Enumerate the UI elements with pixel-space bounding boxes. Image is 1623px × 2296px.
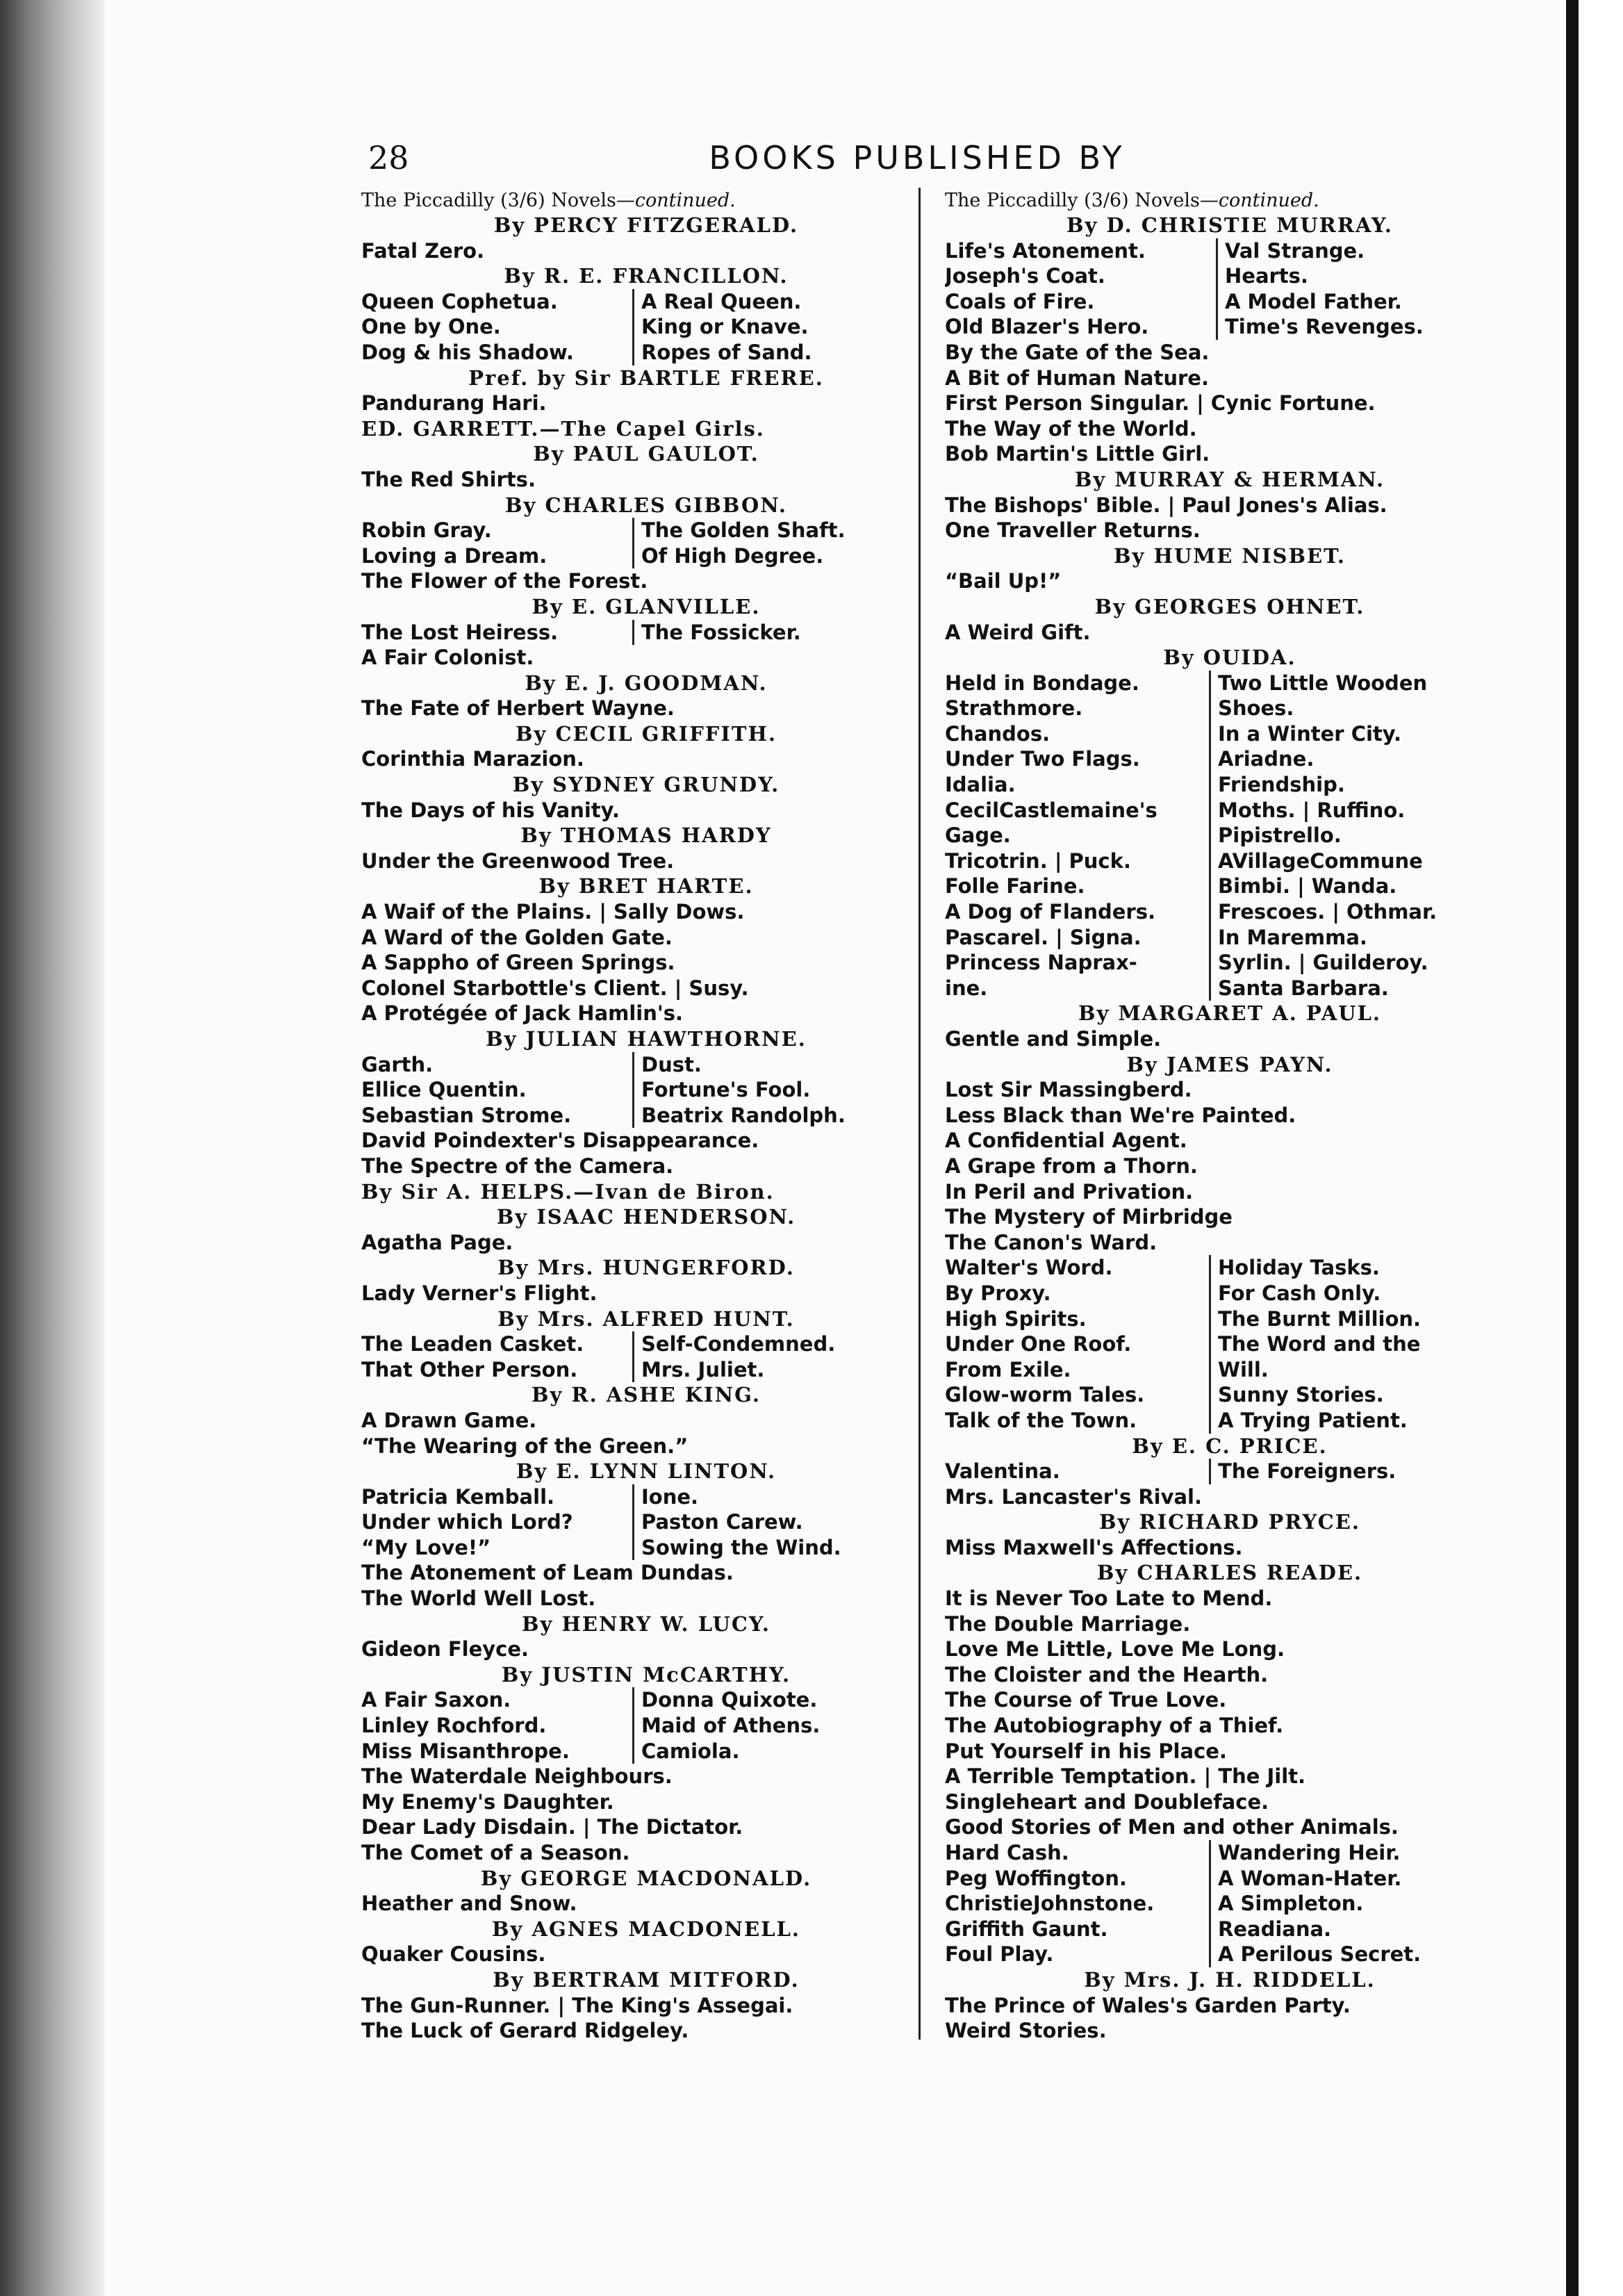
book-title-line: Less Black than We're Painted. — [945, 1103, 1296, 1127]
book-title-left: Garth. — [361, 1052, 434, 1076]
book-title-pair — [945, 671, 1515, 696]
book-title-right: The Golden Shaft. — [632, 518, 931, 543]
book-title-left: Linley Rochford. — [361, 1714, 547, 1738]
book-title-left: Patricia Kemball. — [361, 1484, 555, 1509]
book-title-left: Life's Atonement. — [945, 238, 1146, 263]
book-title-left: Talk of the Town. — [945, 1408, 1137, 1432]
book-title-pair — [945, 1459, 1515, 1484]
author-heading: By PERCY FITZGERALD. — [493, 213, 799, 237]
series-continued-heading — [945, 189, 1515, 213]
continued-label: continued. — [634, 190, 736, 211]
book-title-left: Under which Lord? — [361, 1510, 573, 1534]
book-title-left: Robin Gray. — [361, 518, 492, 543]
book-title-pair — [361, 543, 931, 569]
author-heading: By MARGARET A. PAUL. — [1078, 1001, 1381, 1026]
book-title-left: Miss Misanthrope. — [361, 1739, 570, 1763]
book-title-right: Bimbi. | Wanda. — [1209, 874, 1515, 899]
book-title-pair — [945, 950, 1515, 976]
book-title-pair — [945, 238, 1515, 264]
book-title-pair — [945, 746, 1515, 772]
book-title-right: Santa Barbara. — [1209, 976, 1515, 1001]
book-title-right: Mrs. Juliet. — [632, 1357, 931, 1383]
scan-shadow-left — [0, 0, 104, 2296]
book-title-left: Joseph's Coat. — [945, 264, 1105, 288]
author-heading: By JULIAN HAWTHORNE. — [486, 1027, 807, 1051]
book-title-line: The Fate of Herbert Wayne. — [361, 696, 675, 721]
book-title-line: Put Yourself in his Place. — [945, 1739, 1227, 1763]
book-title-left: Dog & his Shadow. — [361, 340, 574, 364]
book-title-line: Gentle and Simple. — [945, 1027, 1162, 1051]
book-title-left: Under One Roof. — [945, 1332, 1132, 1356]
book-title-line: By the Gate of the Sea. — [945, 340, 1210, 364]
book-title-right: A Perilous Secret. — [1209, 1942, 1515, 1967]
book-title-pair — [945, 1331, 1515, 1357]
book-title-left: Peg Woffington. — [945, 1866, 1127, 1890]
book-title-right: Pipistrello. — [1209, 823, 1515, 848]
author-heading: By RICHARD PRYCE. — [1099, 1510, 1360, 1534]
book-title-right: Time's Revenges. — [1216, 314, 1515, 340]
book-title-right: Self-Condemned. — [632, 1331, 931, 1357]
book-title-line: Agatha Page. — [361, 1230, 513, 1254]
book-title-line: The Double Marriage. — [945, 1612, 1191, 1636]
author-heading: ED. GARRETT.—The Capel Girls. — [361, 416, 765, 441]
book-title-right: Donna Quixote. — [632, 1687, 931, 1713]
series-title: The Piccadilly (3/6) Novels— — [945, 190, 1219, 211]
book-title-right: A Trying Patient. — [1209, 1408, 1515, 1434]
book-title-pair — [945, 289, 1515, 315]
book-title-right: Two Little Wooden — [1209, 671, 1515, 696]
book-title-line: One Traveller Returns. — [945, 518, 1201, 543]
book-title-pair — [945, 1255, 1515, 1281]
book-title-left: Strathmore. — [945, 696, 1083, 721]
book-title-pair — [361, 620, 931, 646]
catalogue-column-right — [945, 189, 1515, 2044]
book-title-line: The Red Shirts. — [361, 467, 536, 491]
author-heading: By SYDNEY GRUNDY. — [512, 773, 780, 797]
book-title-pair — [945, 1281, 1515, 1306]
author-heading: By GEORGES OHNET. — [1094, 594, 1365, 618]
author-heading: By MURRAY & HERMAN. — [1074, 467, 1385, 491]
book-title-left: Foul Play. — [945, 1942, 1054, 1967]
author-heading: By R. E. FRANCILLON. — [504, 264, 789, 288]
book-title-right: Will. — [1209, 1357, 1515, 1383]
author-heading: By E. C. PRICE. — [1132, 1434, 1328, 1458]
book-title-pair — [945, 263, 1515, 289]
book-title-line: Quaker Cousins. — [361, 1942, 546, 1967]
author-heading: By E. LYNN LINTON. — [516, 1459, 777, 1484]
author-heading: By BRET HARTE. — [538, 874, 754, 899]
book-title-pair — [945, 772, 1515, 798]
book-title-pair — [945, 1840, 1515, 1866]
book-title-pair — [945, 314, 1515, 340]
book-title-right: Readiana. — [1209, 1917, 1515, 1942]
book-title-line: “The Wearing of the Green.” — [361, 1434, 689, 1458]
book-title-right: The Fossicker. — [632, 620, 931, 646]
book-title-left: Griffith Gaunt. — [945, 1917, 1108, 1941]
book-title-right: AVillageCommune — [1209, 848, 1515, 874]
author-heading: By JUSTIN McCARTHY. — [501, 1662, 791, 1687]
author-heading: Pref. by Sir BARTLE FRERE. — [468, 366, 824, 390]
book-title-left: Idalia. — [945, 773, 1016, 797]
book-title-right: A Woman-Hater. — [1209, 1866, 1515, 1892]
book-title-line: A Protégée of Jack Hamlin's. — [361, 1001, 684, 1026]
book-title-left: Princess Naprax- — [945, 951, 1137, 975]
book-title-line: Colonel Starbottle's Client. | Susy. — [361, 976, 749, 1000]
book-title-line: Gideon Fleyce. — [361, 1637, 529, 1662]
book-title-left: ChristieJohnstone. — [945, 1892, 1155, 1916]
book-title-line: A Weird Gift. — [945, 620, 1091, 644]
book-title-pair — [945, 1357, 1515, 1383]
book-title-pair — [361, 1103, 931, 1129]
book-title-line: The Autobiography of a Thief. — [945, 1714, 1284, 1738]
book-title-line: Good Stories of Men and other Animals. — [945, 1815, 1399, 1839]
book-title-line: The World Well Lost. — [361, 1586, 596, 1611]
book-title-line: The Prince of Wales's Garden Party. — [945, 1993, 1351, 2017]
book-title-pair — [945, 1917, 1515, 1942]
book-title-line: First Person Singular. | Cynic Fortune. — [945, 391, 1376, 416]
author-heading: By GEORGE MACDONALD. — [480, 1866, 812, 1890]
book-title-pair — [361, 289, 931, 315]
book-title-right: A Real Queen. — [632, 289, 931, 315]
book-title-pair — [945, 1382, 1515, 1408]
book-title-left: Valentina. — [945, 1459, 1060, 1484]
book-title-right: Beatrix Randolph. — [632, 1103, 931, 1129]
book-title-line: Miss Maxwell's Affections. — [945, 1535, 1243, 1559]
book-title-left: Folle Farine. — [945, 874, 1085, 899]
book-title-line: The Bishops' Bible. | Paul Jones's Alias. — [945, 493, 1387, 517]
book-title-pair — [945, 874, 1515, 899]
book-title-left: The Lost Heiress. — [361, 620, 559, 644]
book-title-pair — [945, 976, 1515, 1001]
author-heading: By Mrs. HUNGERFORD. — [497, 1256, 795, 1280]
author-heading: By E. J. GOODMAN. — [525, 671, 768, 695]
running-head: BOOKS PUBLISHED BY — [709, 139, 1126, 177]
book-title-pair — [945, 899, 1515, 925]
book-title-line: Weird Stories. — [945, 2019, 1107, 2043]
author-heading: By ISAAC HENDERSON. — [496, 1205, 796, 1229]
book-title-right: In Maremma. — [1209, 925, 1515, 951]
book-title-right: Sowing the Wind. — [632, 1535, 931, 1561]
author-heading: By CECIL GRIFFITH. — [515, 721, 777, 746]
book-title-pair — [361, 314, 931, 340]
book-title-right: Dust. — [632, 1052, 931, 1078]
book-title-right: For Cash Only. — [1209, 1281, 1515, 1306]
author-heading: By Sir A. HELPS.—Ivan de Biron. — [361, 1179, 775, 1204]
book-title-pair — [361, 1077, 931, 1103]
book-title-right: Ropes of Sand. — [632, 340, 931, 366]
book-title-left: CecilCastlemaine's — [945, 798, 1157, 822]
book-title-pair — [945, 1891, 1515, 1917]
book-title-line: Lost Sir Massingberd. — [945, 1078, 1192, 1102]
book-title-line: Singleheart and Doubleface. — [945, 1789, 1269, 1814]
book-title-left: Ellice Quentin. — [361, 1078, 527, 1102]
book-title-left: Hard Cash. — [945, 1841, 1069, 1864]
book-title-left: From Exile. — [945, 1357, 1071, 1381]
book-title-right: Maid of Athens. — [632, 1713, 931, 1739]
book-title-left: Under Two Flags. — [945, 747, 1140, 771]
book-title-right: Friendship. — [1209, 772, 1515, 798]
book-title-line: A Bit of Human Nature. — [945, 366, 1209, 390]
book-title-left: Chandos. — [945, 721, 1051, 746]
book-title-right: Wandering Heir. — [1209, 1840, 1515, 1866]
book-title-left: Coals of Fire. — [945, 289, 1095, 313]
book-title-line: The Waterdale Neighbours. — [361, 1764, 673, 1789]
book-title-right: Hearts. — [1216, 263, 1515, 289]
book-title-line: “Bail Up!” — [945, 569, 1062, 593]
book-title-pair — [361, 1484, 931, 1510]
book-title-line: A Ward of the Golden Gate. — [361, 925, 673, 949]
book-title-line: A Grape from a Thorn. — [945, 1154, 1198, 1178]
book-title-left: Pascarel. | Signa. — [945, 925, 1142, 949]
book-title-line: A Terrible Temptation. | The Jilt. — [945, 1764, 1306, 1789]
author-heading: By Mrs. J. H. RIDDELL. — [1084, 1967, 1376, 1992]
author-heading: By AGNES MACDONELL. — [492, 1917, 800, 1941]
author-heading: By D. CHRISTIE MURRAY. — [1066, 213, 1393, 237]
book-title-left: High Spirits. — [945, 1306, 1087, 1331]
book-title-right: Camiola. — [632, 1739, 931, 1764]
book-title-line: In Peril and Privation. — [945, 1179, 1194, 1204]
book-title-line: The Canon's Ward. — [945, 1230, 1157, 1254]
book-title-right: A Simpleton. — [1209, 1891, 1515, 1917]
book-title-pair — [361, 1739, 931, 1764]
continued-label: continued. — [1218, 190, 1319, 211]
book-title-right: Of High Degree. — [632, 543, 931, 569]
book-title-pair — [361, 1357, 931, 1383]
book-title-pair — [945, 1306, 1515, 1332]
book-title-pair — [945, 925, 1515, 951]
book-title-line: Pandurang Hari. — [361, 391, 547, 416]
book-title-right: The Foreigners. — [1209, 1459, 1515, 1484]
book-title-left: Queen Cophetua. — [361, 289, 558, 313]
book-title-line: It is Never Too Late to Mend. — [945, 1586, 1273, 1611]
book-title-left: A Dog of Flanders. — [945, 900, 1155, 924]
book-title-right: Val Strange. — [1216, 238, 1515, 264]
book-title-line: Heather and Snow. — [361, 1892, 577, 1916]
author-heading: By Mrs. ALFRED HUNT. — [497, 1306, 795, 1331]
book-title-left: Old Blazer's Hero. — [945, 315, 1149, 339]
author-heading: By CHARLES READE. — [1096, 1561, 1363, 1585]
book-title-right: Ariadne. — [1209, 746, 1515, 772]
book-title-line: The Mystery of Mirbridge — [945, 1205, 1233, 1229]
book-title-line: The Gun-Runner. | The King's Assegai. — [361, 1993, 793, 2017]
author-heading: By THOMAS HARDY — [520, 823, 772, 848]
book-title-right: A Model Father. — [1216, 289, 1515, 315]
book-title-pair — [361, 340, 931, 366]
book-title-line: Under the Greenwood Tree. — [361, 848, 675, 873]
book-title-left: Held in Bondage. — [945, 671, 1139, 695]
book-title-line: David Poindexter's Disappearance. — [361, 1129, 759, 1153]
book-title-line: A Fair Colonist. — [361, 646, 534, 670]
author-heading: By HENRY W. LUCY. — [522, 1612, 771, 1636]
book-title-left: Glow-worm Tales. — [945, 1383, 1145, 1407]
book-title-left: By Proxy. — [945, 1281, 1051, 1305]
book-title-left: Sebastian Strome. — [361, 1103, 572, 1127]
book-title-pair — [361, 1687, 931, 1713]
book-title-line: Love Me Little, Love Me Long. — [945, 1637, 1285, 1662]
book-title-left: “My Love!” — [361, 1535, 491, 1559]
book-title-line: The Atonement of Leam Dundas. — [361, 1561, 734, 1585]
book-title-pair — [945, 721, 1515, 747]
book-title-right: King or Knave. — [632, 314, 931, 340]
book-title-line: My Enemy's Daughter. — [361, 1789, 614, 1814]
book-title-line: A Waif of the Plains. | Sally Dows. — [361, 900, 745, 924]
book-title-line: The Spectre of the Camera. — [361, 1154, 674, 1178]
book-title-right: Fortune's Fool. — [632, 1077, 931, 1103]
book-title-pair — [361, 518, 931, 543]
book-title-pair — [945, 1942, 1515, 1967]
book-title-right: Frescoes. | Othmar. — [1209, 899, 1515, 925]
book-title-line: A Sappho of Green Springs. — [361, 951, 675, 975]
book-title-line: The Flower of the Forest. — [361, 569, 648, 593]
book-title-left: ine. — [945, 976, 988, 1000]
book-title-left: Loving a Dream. — [361, 543, 547, 568]
series-continued-heading — [361, 189, 931, 213]
book-title-left: Tricotrin. | Puck. — [945, 848, 1131, 873]
book-title-pair — [361, 1052, 931, 1078]
book-title-line: The Comet of a Season. — [361, 1841, 630, 1864]
page-header — [264, 139, 1264, 181]
book-title-right: The Word and the — [1209, 1331, 1515, 1357]
book-title-line: Bob Martin's Little Girl. — [945, 442, 1210, 466]
book-title-pair — [945, 848, 1515, 874]
book-title-right: Moths. | Ruffino. — [1209, 798, 1515, 823]
author-heading: By CHARLES GIBBON. — [505, 493, 787, 517]
book-title-line: Corinthia Marazion. — [361, 747, 584, 771]
book-title-left: Walter's Word. — [945, 1256, 1113, 1280]
book-title-right: Ione. — [632, 1484, 931, 1510]
book-title-right: Paston Carew. — [632, 1509, 931, 1535]
book-title-line: Fatal Zero. — [361, 238, 485, 263]
book-title-pair — [945, 696, 1515, 721]
book-title-left: Gage. — [945, 823, 1011, 848]
book-title-pair — [361, 1713, 931, 1739]
book-title-pair — [361, 1509, 931, 1535]
scan-edge-bar — [1566, 0, 1579, 2296]
book-title-pair — [945, 1408, 1515, 1434]
book-title-pair — [361, 1331, 931, 1357]
book-title-right: The Burnt Million. — [1209, 1306, 1515, 1332]
book-title-line: Mrs. Lancaster's Rival. — [945, 1484, 1203, 1509]
book-title-line: A Drawn Game. — [361, 1408, 537, 1432]
book-title-right: Shoes. — [1209, 696, 1515, 721]
page-number: 28 — [368, 139, 409, 177]
book-title-line: The Cloister and the Hearth. — [945, 1662, 1269, 1687]
catalogue-column-left — [361, 189, 931, 2044]
book-title-line: The Luck of Gerard Ridgeley. — [361, 2019, 689, 2043]
book-title-line: The Way of the World. — [945, 416, 1197, 441]
author-heading: By JAMES PAYN. — [1126, 1052, 1333, 1076]
author-heading: By R. ASHE KING. — [532, 1383, 761, 1407]
book-title-right: In a Winter City. — [1209, 721, 1515, 747]
author-heading: By OUIDA. — [1163, 646, 1296, 670]
book-title-line: A Confidential Agent. — [945, 1129, 1187, 1153]
book-title-left: One by One. — [361, 315, 501, 339]
book-title-right: Sunny Stories. — [1209, 1382, 1515, 1408]
book-title-right: Holiday Tasks. — [1209, 1255, 1515, 1281]
book-title-left: The Leaden Casket. — [361, 1332, 584, 1356]
series-title: The Piccadilly (3/6) Novels— — [361, 190, 635, 211]
book-title-pair — [945, 823, 1515, 848]
author-heading: By E. GLANVILLE. — [532, 594, 761, 618]
book-title-line: Dear Lady Disdain. | The Dictator. — [361, 1815, 743, 1839]
author-heading: By PAUL GAULOT. — [533, 442, 759, 466]
book-title-line: The Days of his Vanity. — [361, 798, 620, 822]
book-title-pair — [945, 798, 1515, 823]
author-heading: By BERTRAM MITFORD. — [493, 1967, 800, 1992]
book-title-line: The Course of True Love. — [945, 1688, 1227, 1712]
book-title-pair — [945, 1866, 1515, 1892]
book-title-right: Syrlin. | Guilderoy. — [1209, 950, 1515, 976]
book-title-line: Lady Verner's Flight. — [361, 1281, 598, 1305]
book-title-left: That Other Person. — [361, 1357, 578, 1381]
author-heading: By HUME NISBET. — [1113, 543, 1346, 568]
book-title-left: A Fair Saxon. — [361, 1688, 511, 1712]
book-title-pair — [361, 1535, 931, 1561]
